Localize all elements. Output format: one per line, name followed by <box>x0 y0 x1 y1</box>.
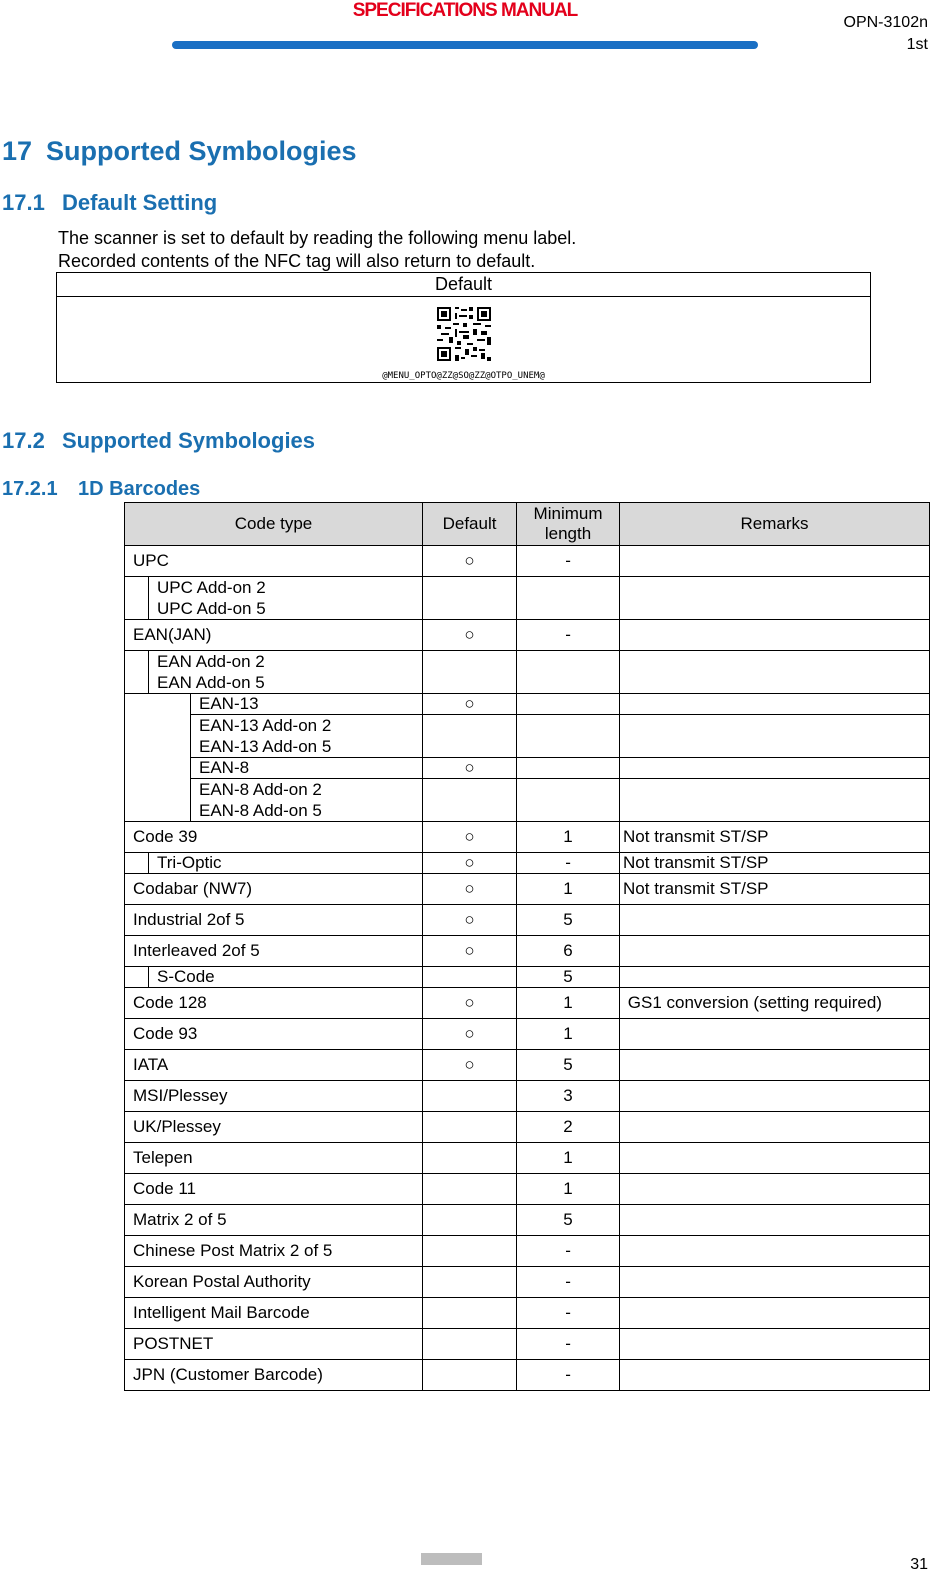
code-type-cell: UK/Plessey <box>125 1112 423 1143</box>
min-length-cell <box>517 779 620 822</box>
indent-cell <box>125 694 191 822</box>
min-length-cell: 6 <box>517 936 620 967</box>
table-row <box>125 967 930 988</box>
subsubsection-heading <box>2 478 200 501</box>
default-cell <box>423 1174 517 1205</box>
default-cell: ○ <box>423 936 517 967</box>
page-number: 31 <box>910 1556 928 1573</box>
min-length-cell <box>517 758 620 779</box>
remarks-cell <box>620 694 930 715</box>
table-row <box>125 1143 930 1174</box>
table-row <box>125 620 930 651</box>
remarks-cell <box>620 1174 930 1205</box>
document-id <box>844 12 929 56</box>
default-cell <box>423 1298 517 1329</box>
remarks-cell <box>620 936 930 967</box>
indent-cell <box>125 577 149 620</box>
min-length-cell <box>517 651 620 694</box>
code-type-cell: Matrix 2 of 5 <box>125 1205 423 1236</box>
default-menu-table <box>56 272 871 383</box>
min-length-cell: 5 <box>517 1205 620 1236</box>
doc-edition: 1st <box>906 36 928 53</box>
code-type-cell: S-Code <box>149 967 423 988</box>
doc-number: OPN-3102n <box>843 14 928 31</box>
default-cell <box>423 1236 517 1267</box>
default-paragraph-1: The scanner is set to default by reading the following menu label. <box>58 228 577 248</box>
default-cell <box>423 779 517 822</box>
min-length-cell: 1 <box>517 1174 620 1205</box>
min-length-cell: - <box>517 1298 620 1329</box>
remarks-cell <box>620 905 930 936</box>
code-type-cell: Korean Postal Authority <box>125 1267 423 1298</box>
remarks-cell: Not transmit ST/SP <box>620 853 930 874</box>
min-length-cell: - <box>517 1360 620 1391</box>
min-length-cell: 3 <box>517 1081 620 1112</box>
min-length-cell: 1 <box>517 822 620 853</box>
subsubsection-number: 17.2.1 <box>2 478 58 500</box>
remarks-cell <box>620 1019 930 1050</box>
remarks-cell <box>620 1205 930 1236</box>
min-length-cell: 1 <box>517 988 620 1019</box>
code-type-cell: EAN-8 <box>191 758 423 779</box>
code-type-cell: EAN-8 Add-on 2 EAN-8 Add-on 5 <box>191 779 423 822</box>
col-header-default: Default <box>423 503 517 546</box>
indent-cell <box>125 651 149 694</box>
footer-mark <box>421 1553 482 1565</box>
default-cell: ○ <box>423 546 517 577</box>
default-cell: ○ <box>423 620 517 651</box>
remarks-cell <box>620 577 930 620</box>
subsection-number: 17.2 <box>2 428 45 453</box>
table-header-row <box>125 503 930 546</box>
code-type-cell: Telepen <box>125 1143 423 1174</box>
default-cell <box>423 1081 517 1112</box>
min-length-cell: 2 <box>517 1112 620 1143</box>
code-type-cell: Chinese Post Matrix 2 of 5 <box>125 1236 423 1267</box>
table-row <box>125 874 930 905</box>
table-row <box>125 853 930 874</box>
default-cell <box>423 577 517 620</box>
default-cell: ○ <box>423 905 517 936</box>
code-type-cell: EAN-13 Add-on 2 EAN-13 Add-on 5 <box>191 715 423 758</box>
remarks-cell <box>620 1143 930 1174</box>
default-cell <box>423 1112 517 1143</box>
min-length-cell: 1 <box>517 1019 620 1050</box>
remarks-cell <box>620 1360 930 1391</box>
table-row <box>125 1329 930 1360</box>
remarks-cell <box>620 1081 930 1112</box>
table-row <box>125 1298 930 1329</box>
code-type-cell: EAN(JAN) <box>125 620 423 651</box>
min-length-cell <box>517 577 620 620</box>
remarks-cell <box>620 546 930 577</box>
remarks-cell <box>620 1329 930 1360</box>
remarks-cell <box>620 620 930 651</box>
section-heading <box>2 136 357 167</box>
indent-cell <box>125 967 149 988</box>
table-row <box>125 1112 930 1143</box>
table-row <box>125 1267 930 1298</box>
remarks-cell <box>620 1050 930 1081</box>
min-length-cell: 5 <box>517 1050 620 1081</box>
menu-label-caption: @MENU_OPTO@ZZ@SO@ZZ@OTPO_UNEM@ <box>382 371 545 381</box>
table-row <box>125 1236 930 1267</box>
table-row <box>125 822 930 853</box>
col-header-remarks: Remarks <box>620 503 930 546</box>
remarks-cell: GS1 conversion (setting required) <box>620 988 930 1019</box>
table-row <box>125 758 930 779</box>
remarks-cell <box>620 1267 930 1298</box>
default-cell <box>423 1205 517 1236</box>
remarks-cell <box>620 715 930 758</box>
code-type-cell: Tri-Optic <box>149 853 423 874</box>
default-cell: ○ <box>423 822 517 853</box>
default-cell <box>423 1143 517 1174</box>
table-row <box>125 905 930 936</box>
table-row <box>125 1050 930 1081</box>
table-row <box>125 546 930 577</box>
default-cell: ○ <box>423 1050 517 1081</box>
code-type-cell: Intelligent Mail Barcode <box>125 1298 423 1329</box>
header-divider <box>172 41 758 49</box>
table-row <box>125 988 930 1019</box>
code-type-cell: Industrial 2of 5 <box>125 905 423 936</box>
min-length-cell: - <box>517 1267 620 1298</box>
default-cell <box>423 1267 517 1298</box>
col-header-min-length: Minimum length <box>517 503 620 546</box>
default-menu-label-cell <box>57 297 871 383</box>
code-type-cell: Code 11 <box>125 1174 423 1205</box>
section-number: 17 <box>2 136 33 166</box>
code-type-cell: JPN (Customer Barcode) <box>125 1360 423 1391</box>
default-cell: ○ <box>423 988 517 1019</box>
subsection-heading-default <box>2 190 217 216</box>
code-type-cell: UPC Add-on 2 UPC Add-on 5 <box>149 577 423 620</box>
indent-cell <box>125 853 149 874</box>
subsection-title: Default Setting <box>62 190 218 215</box>
default-cell <box>423 651 517 694</box>
code-type-cell: EAN-13 <box>191 694 423 715</box>
min-length-cell: - <box>517 1329 620 1360</box>
table-row <box>125 694 930 715</box>
default-cell <box>423 1360 517 1391</box>
remarks-cell: Not transmit ST/SP <box>620 822 930 853</box>
table-row <box>125 1174 930 1205</box>
subsection-heading-supported <box>2 428 315 454</box>
qr-code-icon <box>437 307 491 361</box>
default-cell: ○ <box>423 1019 517 1050</box>
manual-title: SPECIFICATIONS MANUAL <box>352 0 578 21</box>
table-row <box>125 1205 930 1236</box>
code-type-cell: Interleaved 2of 5 <box>125 936 423 967</box>
subsection-title: Supported Symbologies <box>62 428 316 453</box>
min-length-cell: - <box>517 1236 620 1267</box>
code-type-cell: EAN Add-on 2 EAN Add-on 5 <box>149 651 423 694</box>
default-cell: ○ <box>423 853 517 874</box>
subsubsection-title: 1D Barcodes <box>78 478 201 500</box>
table-row <box>125 1019 930 1050</box>
table-row <box>125 1081 930 1112</box>
min-length-cell: - <box>517 853 620 874</box>
remarks-cell <box>620 1112 930 1143</box>
table-row <box>125 715 930 758</box>
remarks-cell <box>620 1298 930 1329</box>
section-title: Supported Symbologies <box>46 136 357 166</box>
default-cell <box>423 1329 517 1360</box>
code-type-cell: MSI/Plessey <box>125 1081 423 1112</box>
code-type-cell: Code 128 <box>125 988 423 1019</box>
code-type-cell: Code 93 <box>125 1019 423 1050</box>
min-length-cell: 1 <box>517 1143 620 1174</box>
default-cell <box>423 715 517 758</box>
min-length-cell: 5 <box>517 967 620 988</box>
default-cell: ○ <box>423 694 517 715</box>
table-row <box>125 577 930 620</box>
remarks-cell: Not transmit ST/SP <box>620 874 930 905</box>
subsection-number: 17.1 <box>2 190 45 215</box>
code-type-cell: POSTNET <box>125 1329 423 1360</box>
table-row <box>125 779 930 822</box>
code-type-cell: UPC <box>125 546 423 577</box>
min-length-cell <box>517 715 620 758</box>
symbology-table <box>124 502 930 1391</box>
min-length-cell <box>517 694 620 715</box>
code-type-cell: IATA <box>125 1050 423 1081</box>
min-length-cell: 1 <box>517 874 620 905</box>
remarks-cell <box>620 967 930 988</box>
table-row <box>125 1360 930 1391</box>
default-cell: ○ <box>423 874 517 905</box>
min-length-cell: - <box>517 620 620 651</box>
remarks-cell <box>620 651 930 694</box>
table-row <box>125 651 930 694</box>
table-row <box>125 936 930 967</box>
remarks-cell <box>620 758 930 779</box>
default-paragraph-2: Recorded contents of the NFC tag will also return to default. <box>58 251 536 271</box>
default-cell <box>423 967 517 988</box>
code-type-cell: Codabar (NW7) <box>125 874 423 905</box>
col-header-code-type: Code type <box>125 503 423 546</box>
remarks-cell <box>620 1236 930 1267</box>
min-length-cell: 5 <box>517 905 620 936</box>
default-cell: ○ <box>423 758 517 779</box>
code-type-cell: Code 39 <box>125 822 423 853</box>
remarks-cell <box>620 779 930 822</box>
default-table-header: Default <box>57 273 871 297</box>
min-length-cell: - <box>517 546 620 577</box>
